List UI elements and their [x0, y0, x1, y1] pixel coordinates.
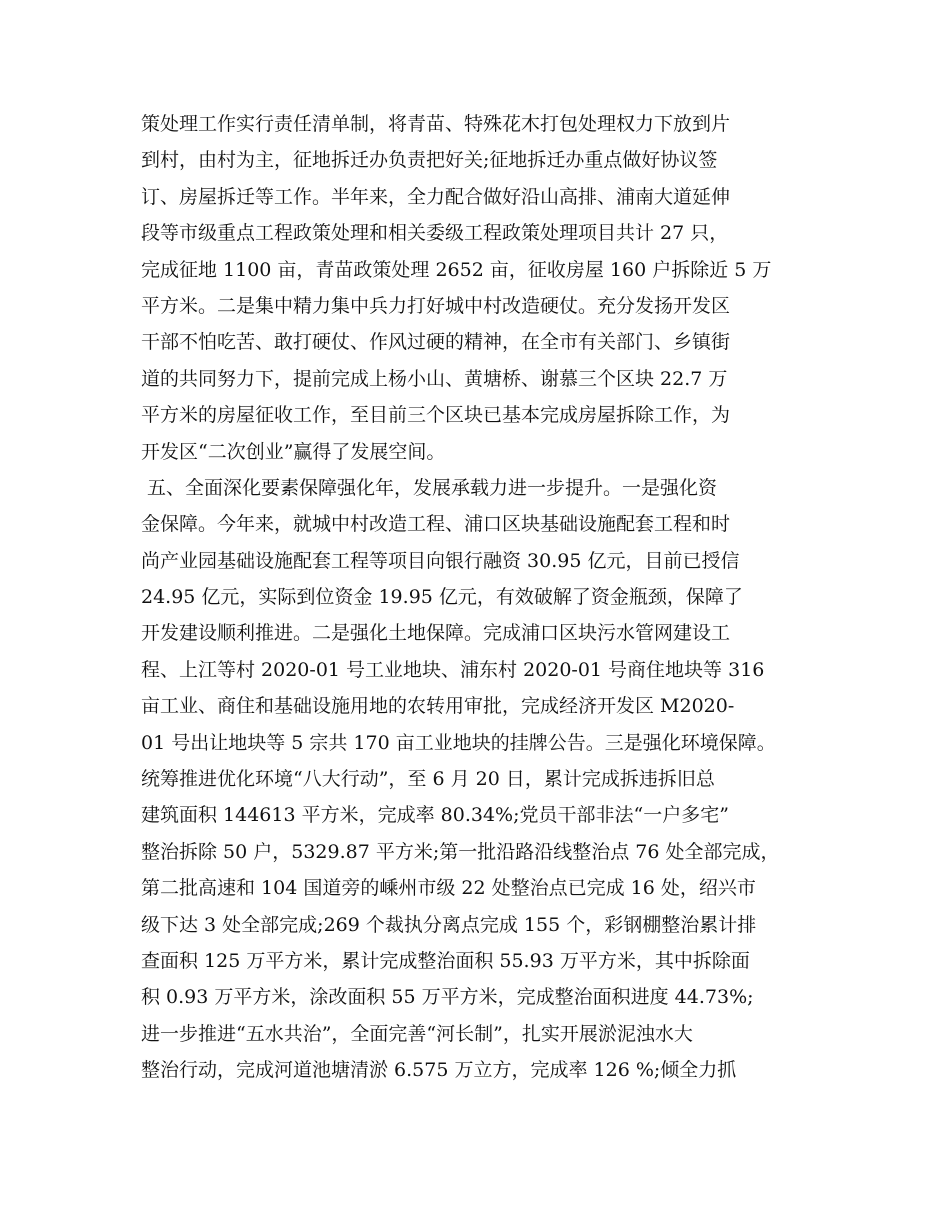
body-text — [141, 106, 821, 1089]
text-line-21: 整治拆除 50 户，5329.87 平方米;第一批沿路沿线整治点 76 处全部完成， — [141, 840, 780, 863]
text-line-3: 订、房屋拆迁等工作。半年来，全力配合做好沿山高排、浦南大道延伸 — [141, 185, 731, 208]
text-line-18: 01 号出让地块等 5 宗共 170 亩工业地块的挂牌公告。三是强化环境保障。 — [141, 731, 776, 754]
text-line-13: 尚产业园基础设施配套工程等项目向银行融资 30.95 亿元，目前已授信 — [141, 549, 740, 572]
text-line-14: 24.95 亿元，实际到位资金 19.95 亿元，有效破解了资金瓶颈，保障了 — [141, 586, 743, 609]
text-line-25: 积 0.93 万平方米，涂改面积 55 万平方米，完成整治面积进度 44.73%; — [141, 986, 754, 1009]
text-line-7: 干部不怕吃苦、敢打硬仗、作风过硬的精神，在全市有关部门、乡镇街 — [141, 331, 731, 354]
text-line-8: 道的共同努力下，提前完成上杨小山、黄塘桥、谢慕三个区块 22.7 万 — [141, 367, 728, 390]
text-line-26: 进一步推进“五水共治”，全面完善“河长制”，扎实开展淤泥浊水大 — [141, 1022, 693, 1045]
text-line-22: 第二批高速和 104 国道旁的嵊州市级 22 处整治点已完成 16 处，绍兴市 — [141, 877, 756, 900]
text-line-5: 完成征地 1100 亩，青苗政策处理 2652 亩，征收房屋 160 户拆除近 5 万 — [141, 258, 772, 281]
text-line-10: 开发区“二次创业”赢得了发展空间。 — [141, 440, 446, 463]
text-line-12: 金保障。今年来，就城中村改造工程、浦口区块基础设施配套工程和时 — [141, 513, 731, 536]
text-line-23: 级下达 3 处全部完成;269 个裁执分离点完成 155 个，彩钢棚整治累计排 — [141, 913, 757, 936]
text-line-11: 五、全面深化要素保障强化年，发展承载力进一步提升。一是强化资 — [141, 476, 718, 499]
text-line-16: 程、上江等村 2020-01 号工业地块、浦东村 2020-01 号商住地块等 316 — [141, 658, 765, 681]
text-line-20: 建筑面积 144613 平方米，完成率 80.34%;党员干部非法“一户多宅” — [141, 804, 729, 827]
text-line-19: 统筹推进优化环境“八大行动”，至 6 月 20 日，累计完成拆违拆旧总 — [141, 768, 715, 791]
text-line-2: 到村，由村为主，征地拆迁办负责把好关;征地拆迁办重点做好协议签 — [141, 149, 718, 172]
text-line-1: 策处理工作实行责任清单制，将青苗、特殊花木打包处理权力下放到片 — [141, 113, 731, 135]
text-line-27: 整治行动，完成河道池塘清淤 6.575 万立方，完成率 126 %;倾全力抓 — [141, 1059, 737, 1082]
text-line-17: 亩工业、商住和基础设施用地的农转用审批，完成经济开发区 M2020- — [141, 695, 735, 718]
text-line-4: 段等市级重点工程政策处理和相关委级工程政策处理项目共计 27 只， — [141, 222, 729, 245]
text-line-9: 平方米的房屋征收工作，至目前三个区块已基本完成房屋拆除工作，为 — [141, 404, 731, 427]
text-line-15: 开发建设顺利推进。二是强化土地保障。完成浦口区块污水管网建设工 — [141, 622, 731, 645]
text-line-6: 平方米。二是集中精力集中兵力打好城中村改造硬仗。充分发扬开发区 — [141, 294, 731, 317]
text-line-24: 查面积 125 万平方米，累计完成整治面积 55.93 万平方米，其中拆除面 — [141, 949, 750, 972]
